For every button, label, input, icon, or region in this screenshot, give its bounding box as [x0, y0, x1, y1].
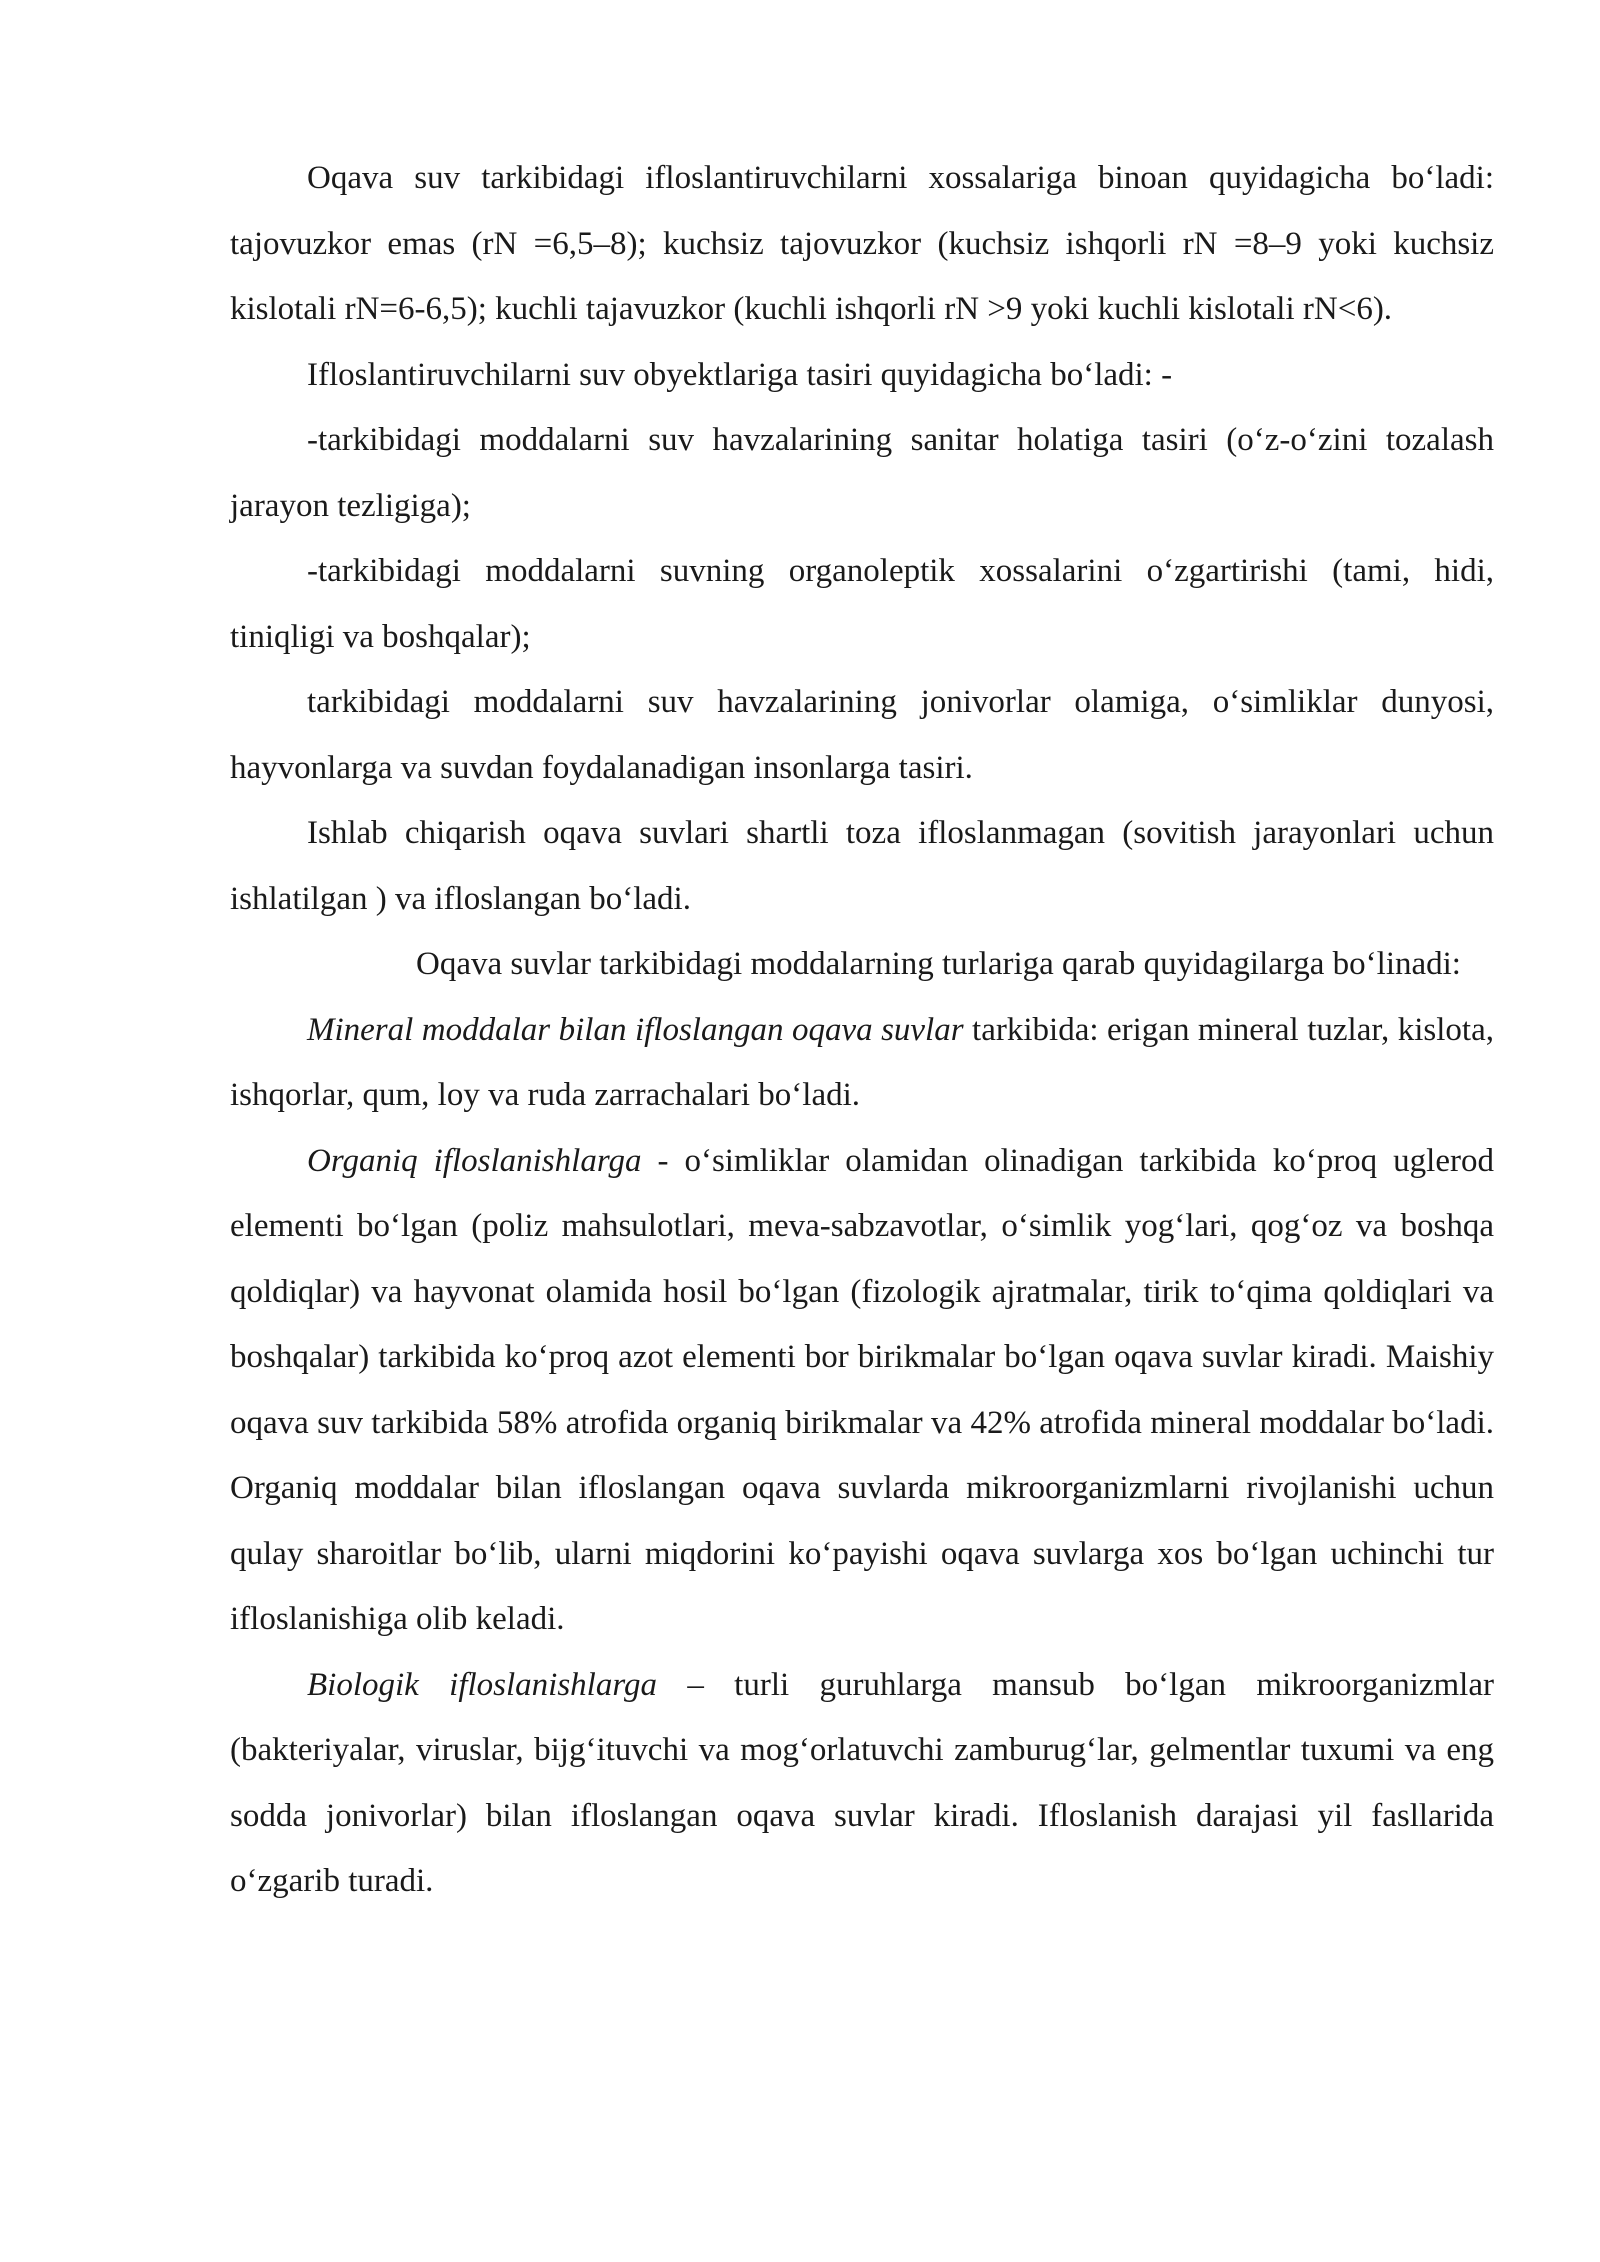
paragraph-pollutant-properties: Oqava suv tarkibidagi ifloslantiruvchilarni xossalariga binoan quyidagicha bo‘ladi: tajovuzkor emas (rN =6,5–8); kuchsiz tajovuzkor (kuchsiz ishqorli rN =8–9 yoki kuchsiz kislotali rN=6-6,5); kuchli tajavuzkor (kuchli ishqorli rN >9 yoki kuchli kislotali rN<6).: [230, 160, 1494, 327]
paragraph-organic-text: - o‘simliklar olamidan olinadigan tarkibida ko‘proq uglerod elementi bo‘lgan (poliz mahsulotlari, meva-sabzavotlar, o‘simlik yog‘lari, qog‘oz va boshqa qoldiqlar) va hayvonat olamida hosil bo‘lgan (fizologik ajratmalar, tirik to‘qima qoldiqlari va boshqalar) tarkibida ko‘proq azot elementi bor birikmalar bo‘lgan oqava suvlar kiradi. Maishiy oqava suv tarkibida 58% atrofida organiq birikmalar va 42% atrofida mineral moddalar bo‘ladi. Organiq moddalar bilan ifloslangan oqava suvlarda mikroorganizmlarni rivojlanishi uchun qulay sharoitlar bo‘lib, ularni miqdorini ko‘payishi oqava suvlarga xos bo‘lgan uchinchi tur ifloslanishiga olib keladi.: [230, 1142, 1494, 1637]
term-mineral: Mineral moddalar bilan ifloslangan oqava suvlar: [307, 1011, 964, 1048]
paragraph-biological-pollution: [230, 1653, 1494, 1915]
term-organic: Organiq ifloslanishlarga: [307, 1142, 642, 1179]
term-biological: Biologik ifloslanishlarga: [307, 1666, 657, 1703]
paragraph-mineral-pollution: [230, 998, 1494, 1129]
paragraph-mineral-text: tarkibida: erigan mineral tuzlar, kislota, ishqorlar, qum, loy va ruda zarrachalari bo‘ladi.: [230, 1011, 1494, 1113]
paragraph-biological-text: – turli guruhlarga mansub bo‘lgan mikroorganizmlar (bakteriyalar, viruslar, bijg‘ituvchi va mog‘orlatuvchi zamburug‘lar, gelmentlar tuxumi va eng sodda jonivorlar) bilan ifloslangan oqava suvlar kiradi. Ifloslanish darajasi yil fasllarida o‘zgarib turadi.: [230, 1666, 1494, 1899]
paragraph-classification-intro: Oqava suvlar tarkibidagi moddalarning turlariga qarab quyidagilarga bo‘linadi:: [416, 946, 1461, 982]
paragraph-industrial-wastewater: Ishlab chiqarish oqava suvlari shartli toza ifloslanmagan (sovitish jarayonlari uchun ishlatilgan ) va ifloslangan bo‘ladi.: [230, 815, 1494, 917]
paragraph-impact-organoleptic: -tarkibidagi moddalarni suvning organoleptik xossalarini o‘zgartirishi (tami, hidi, tiniqligi va boshqalar);: [230, 553, 1494, 655]
paragraph-organic-pollution: [230, 1129, 1494, 1653]
paragraph-impact-sanitary: -tarkibidagi moddalarni suv havzalarining sanitar holatiga tasiri (o‘z-o‘zini tozalash jarayon tezligiga);: [230, 422, 1494, 524]
document-page: [230, 146, 1494, 1915]
paragraph-impact-fauna-flora: tarkibidagi moddalarni suv havzalarining jonivorlar olamiga, o‘simliklar dunyosi, hayvonlarga va suvdan foydalanadigan insonlarga tasiri.: [230, 684, 1494, 786]
paragraph-impact-intro: Ifloslantiruvchilarni suv obyektlariga tasiri quyidagicha bo‘ladi: -: [307, 356, 1173, 393]
